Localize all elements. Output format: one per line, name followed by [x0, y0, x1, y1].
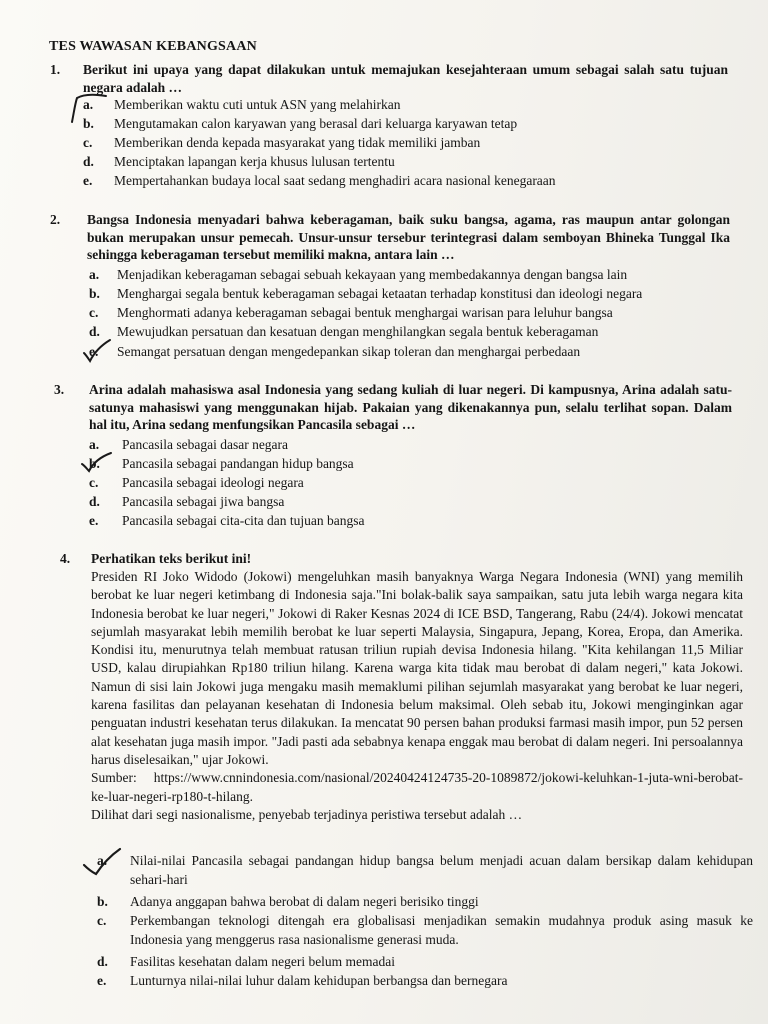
option-letter: e. [89, 344, 99, 359]
option-text: Menciptakan lapangan kerja khusus lulusan tertentu [114, 154, 395, 169]
option-letter: a. [89, 267, 100, 282]
option-letter: e. [83, 173, 93, 188]
question-number: 4. [60, 551, 71, 566]
question-stem: Arina adalah mahasiswa asal Indonesia yang sedang kuliah di luar negeri. Di kampusnya, Arina adalah satu-satunya mahasiswi yang menggunakan hijab. Pakaian yang dikenakannya pun, selalu terlihat sopan. Dalam hal itu, Arina sedang menfungsikan Pancasila sebagai … [89, 382, 732, 432]
option-text: Menghormati adanya keberagaman sebagai bentuk menghargai warisan para leluhur bangsa [117, 305, 613, 320]
option-text: Lunturnya nilai-nilai luhur dalam kehidupan berbangsa dan bernegara [130, 973, 508, 988]
option-letter: c. [83, 135, 93, 150]
question-number: 1. [50, 62, 61, 77]
option-letter: a. [89, 437, 100, 452]
option-letter: a. [83, 97, 94, 112]
question-stem: Bangsa Indonesia menyadari bahwa keberagaman, baik suku bangsa, agama, ras maupun antar golongan bukan merupakan unsur pemecah. Unsur-unsur tersebur terintegrasi dalam semboyan Bhineka Tunggal Ika sehingga keberagaman tersebut memiliki makna, antara lain … [87, 212, 730, 262]
check-mark-icon [66, 88, 110, 128]
option-letter: d. [89, 324, 100, 339]
passage-source: Sumber: https://www.cnnindonesia.com/nasional/20240424124735-20-1089872/jokowi-keluhkan-1-juta-wni-berobat-ke-luar-negeri-rp180-t-hilang. [91, 770, 743, 804]
option-text: Mempertahankan budaya local saat sedang menghadiri acara nasional kenegaraan [114, 173, 556, 188]
option-text: Pancasila sebagai pandangan hidup bangsa [122, 456, 354, 471]
option-text: Pancasila sebagai cita-cita dan tujuan bangsa [122, 513, 365, 528]
option-text: Pancasila sebagai dasar negara [122, 437, 289, 452]
option-text: Mengutamakan calon karyawan yang berasal dari keluarga karyawan tetap [114, 116, 518, 131]
option-letter: b. [83, 116, 94, 131]
option-text: Adanya anggapan bahwa berobat di dalam negeri berisiko tinggi [130, 894, 479, 909]
option-text: Fasilitas kesehatan dalam negeri belum memadai [130, 954, 396, 969]
option-text: Menghargai segala bentuk keberagaman sebagai ketaatan terhadap konstitusi dan ideologi negara [117, 286, 643, 301]
option-text: Nilai-nilai Pancasila sebagai pandangan hidup bangsa belum menjadi acuan dalam bersikap dalam kehidupan sehari-hari [130, 853, 753, 887]
option-text: Semangat persatuan dengan mengedepankan sikap toleran dan menghargai perbedaan [117, 344, 581, 359]
question-stem: Perhatikan teks berikut ini! [91, 551, 252, 566]
option-letter: c. [97, 913, 107, 928]
option-letter: e. [89, 513, 99, 528]
option-text: Memberikan waktu cuti untuk ASN yang melahirkan [114, 97, 401, 112]
option-text: Pancasila sebagai ideologi negara [122, 475, 304, 490]
check-mark-icon [80, 845, 124, 879]
check-mark-icon [78, 450, 114, 476]
question-stem: Berikut ini upaya yang dapat dilakukan untuk memajukan kesejahteraan umum sebagai salah satu tujuan negara adalah … [83, 62, 728, 95]
option-letter: a. [97, 853, 108, 868]
option-text: Mewujudkan persatuan dan kesatuan dengan menghilangkan segala bentuk keberagaman [117, 324, 599, 339]
question-number: 3. [54, 382, 65, 397]
passage-text: Presiden RI Joko Widodo (Jokowi) mengeluhkan masih banyaknya Warga Negara Indonesia (WNI) yang memilih berobat ke luar negeri ketimbang di Indonesia saja."Ini bolak-balik saya sampaikan, satu juta lebih warga negara kita Indonesia berobat ke luar negeri," Jokowi di Raker Kesnas 2024 di ICE BSD, Tangerang, Rabu (24/4). Jokowi mencatat sejumlah masyarakat lebih memilih berobat ke luar seperti Malaysia, Singapura, Jepang, Korea, Eropa, dan Amerika. Kondisi itu, menurutnya telah membuat ratusan triliun rupiah devisa Indonesia hilang. "Kita kehilangan 11,5 Miliar USD, kalau dirupiahkan Rp180 triliun hilang. Karena warga kita tidak mau berobat di dalam negeri," kata Jokowi. Namun di sisi lain Jokowi juga mengaku masih memaklumi pilihan sejumlah masyarakat yang berobat ke luar negeri, karena fasilitas dan pelayanan kesehatan di Indonesia belum maksimal. Oleh sebab itu, Jokowi menginginkan agar penguatan industri kesehatan terus dilakukan. Ia mencatat 90 persen bahan produksi farmasi masih impor, pun 52 persen alat kesehatan juga masih impor. "Jadi pasti ada sebabnya kenapa enggak mau berobat di dalam negeri. Ini persoalannya harus diselesaikan," ujar Jokowi. [91, 569, 743, 767]
option-text: Menjadikan keberagaman sebagai sebuah kekayaan yang membedakannya dengan bangsa lain [117, 267, 628, 282]
option-letter: c. [89, 475, 99, 490]
question-number: 2. [50, 212, 61, 227]
option-text: Perkembangan teknologi ditengah era globalisasi menjadikan semakin mudahnya produk asing masuk ke Indonesia yang menggerus rasa nasionalisme generasi muda. [130, 913, 753, 947]
option-letter: c. [89, 305, 99, 320]
option-letter: e. [97, 973, 107, 988]
option-letter: d. [97, 954, 108, 969]
page-title: TES WAWASAN KEBANGSAAN [49, 39, 257, 54]
option-letter: b. [89, 456, 100, 471]
check-mark-icon [80, 337, 114, 365]
option-text: Pancasila sebagai jiwa bangsa [122, 494, 285, 509]
reading-passage [91, 568, 743, 824]
option-letter: b. [89, 286, 100, 301]
option-letter: d. [83, 154, 94, 169]
option-letter: d. [89, 494, 100, 509]
question-prompt: Dilihat dari segi nasionalisme, penyebab terjadinya peristiwa tersebut adalah … [91, 806, 523, 822]
option-text: Memberikan denda kepada masyarakat yang tidak memiliki jamban [114, 135, 481, 150]
option-letter: b. [97, 894, 108, 909]
